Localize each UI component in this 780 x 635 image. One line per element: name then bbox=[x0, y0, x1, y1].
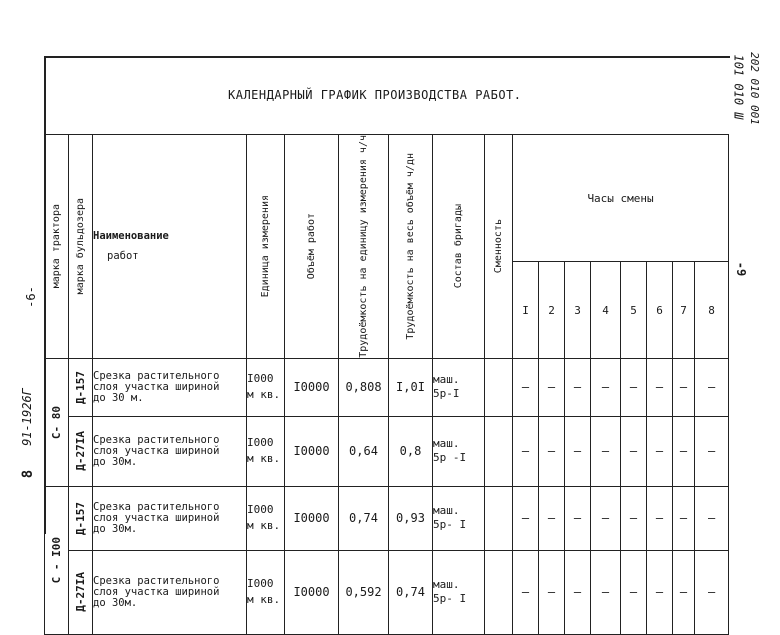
right-page-number: -9 bbox=[734, 261, 749, 277]
hour-mark: — bbox=[673, 416, 695, 486]
work-name-cell: Срезка растительного слоя участка шириной до 30м. bbox=[93, 486, 247, 550]
unit-cell: I000 м кв. bbox=[247, 550, 285, 634]
left-page-number: -6- bbox=[23, 286, 38, 308]
labor-unit-cell: 0,808 bbox=[339, 358, 389, 416]
hour-mark: — bbox=[695, 358, 729, 416]
header-labor-total: Трудоёмкость на весь объём ч/дн bbox=[389, 135, 433, 359]
crew-cell: маш. 5р- I bbox=[433, 486, 485, 550]
header-hours: Часы смены bbox=[513, 135, 729, 262]
tractor-cell: С- 80 bbox=[45, 358, 69, 486]
hour-col-6: 6 bbox=[647, 262, 673, 358]
header-volume: Объём работ bbox=[285, 135, 339, 359]
crew-cell: маш. 5р -I bbox=[433, 416, 485, 486]
document-title: КАЛЕНДАРНЫЙ ГРАФИК ПРОИЗВОДСТВА РАБОТ. bbox=[228, 88, 522, 102]
hour-mark: — bbox=[647, 486, 673, 550]
hour-mark: — bbox=[565, 416, 591, 486]
labor-unit-cell: 0,64 bbox=[339, 416, 389, 486]
hour-col-1: I bbox=[513, 262, 539, 358]
hour-mark: — bbox=[647, 416, 673, 486]
hour-col-4: 4 bbox=[591, 262, 621, 358]
tractor-cell: С - I00 bbox=[45, 486, 69, 634]
header-labor-unit: Трудоёмкость на единицу измерения ч/ч bbox=[339, 135, 389, 359]
hour-mark: — bbox=[539, 550, 565, 634]
hour-mark: — bbox=[621, 486, 647, 550]
hour-mark: — bbox=[539, 416, 565, 486]
header-shift: Сменность bbox=[485, 135, 513, 359]
hour-col-2: 2 bbox=[539, 262, 565, 358]
table-row bbox=[45, 550, 729, 634]
hour-mark: — bbox=[673, 358, 695, 416]
crew-cell: маш. 5р-I bbox=[433, 358, 485, 416]
left-sheet-digit: 8 bbox=[20, 469, 37, 479]
hour-mark: — bbox=[673, 550, 695, 634]
header-bulldozer: марка бульдозера bbox=[69, 135, 93, 359]
hour-mark: — bbox=[695, 550, 729, 634]
header-crew: Состав бригады bbox=[433, 135, 485, 359]
hour-col-8: 8 bbox=[695, 262, 729, 358]
hour-mark: — bbox=[647, 358, 673, 416]
labor-total-cell: 0,8 bbox=[389, 416, 433, 486]
work-name-cell: Срезка растительного слоя участка шириной до 30м. bbox=[93, 550, 247, 634]
bulldozer-cell: Д-27IA bbox=[69, 550, 93, 634]
volume-cell: I0000 bbox=[285, 550, 339, 634]
hour-mark: — bbox=[621, 416, 647, 486]
header-work-name: Наименование работ bbox=[93, 135, 247, 359]
bulldozer-cell: Д-157 bbox=[69, 486, 93, 550]
hour-mark: — bbox=[591, 550, 621, 634]
hour-mark: — bbox=[565, 550, 591, 634]
right-code-2: 202 010 001 bbox=[747, 52, 761, 125]
labor-unit-cell: 0,74 bbox=[339, 486, 389, 550]
hour-mark: — bbox=[513, 550, 539, 634]
unit-cell: I000 м кв. bbox=[247, 486, 285, 550]
bulldozer-cell: Д-157 bbox=[69, 358, 93, 416]
hour-col-7: 7 bbox=[673, 262, 695, 358]
hour-mark: — bbox=[513, 358, 539, 416]
right-code-1: 101 010 Ш bbox=[731, 54, 746, 120]
crew-cell: маш. 5р- I bbox=[433, 550, 485, 634]
hour-mark: — bbox=[695, 486, 729, 550]
work-name-cell: Срезка растительного слоя участка шириной до 30м. bbox=[93, 416, 247, 486]
hour-mark: — bbox=[621, 358, 647, 416]
header-unit: Единица измерения bbox=[247, 135, 285, 359]
hour-mark: — bbox=[621, 550, 647, 634]
labor-total-cell: 0,93 bbox=[389, 486, 433, 550]
hour-mark: — bbox=[673, 486, 695, 550]
table-row bbox=[45, 416, 729, 486]
shift-cell bbox=[485, 486, 513, 550]
hour-mark: — bbox=[591, 486, 621, 550]
schedule-table bbox=[44, 134, 729, 635]
hour-mark: — bbox=[591, 416, 621, 486]
hour-mark: — bbox=[539, 486, 565, 550]
hour-mark: — bbox=[647, 550, 673, 634]
hour-mark: — bbox=[513, 416, 539, 486]
work-name-cell: Срезка растительного слоя участка шириной до 30 м. bbox=[93, 358, 247, 416]
hour-mark: — bbox=[565, 486, 591, 550]
hour-mark: — bbox=[591, 358, 621, 416]
hour-mark: — bbox=[539, 358, 565, 416]
volume-cell: I0000 bbox=[285, 486, 339, 550]
hour-mark: — bbox=[513, 486, 539, 550]
labor-total-cell: I,0I bbox=[389, 358, 433, 416]
hour-col-3: 3 bbox=[565, 262, 591, 358]
shift-cell bbox=[485, 416, 513, 486]
volume-cell: I0000 bbox=[285, 358, 339, 416]
unit-cell: I000 м кв. bbox=[247, 416, 285, 486]
table-row bbox=[45, 486, 729, 550]
shift-cell bbox=[485, 358, 513, 416]
left-document-code: 91-1926Г bbox=[19, 388, 34, 446]
hour-col-5: 5 bbox=[621, 262, 647, 358]
labor-unit-cell: 0,592 bbox=[339, 550, 389, 634]
hour-mark: — bbox=[565, 358, 591, 416]
bulldozer-cell: Д-27IA bbox=[69, 416, 93, 486]
labor-total-cell: 0,74 bbox=[389, 550, 433, 634]
table-row bbox=[45, 358, 729, 416]
unit-cell: I000 м кв. bbox=[247, 358, 285, 416]
header-row-1 bbox=[45, 135, 729, 262]
hour-mark: — bbox=[695, 416, 729, 486]
header-tractor: марка трактора bbox=[45, 135, 69, 359]
shift-cell bbox=[485, 550, 513, 634]
volume-cell: I0000 bbox=[285, 416, 339, 486]
